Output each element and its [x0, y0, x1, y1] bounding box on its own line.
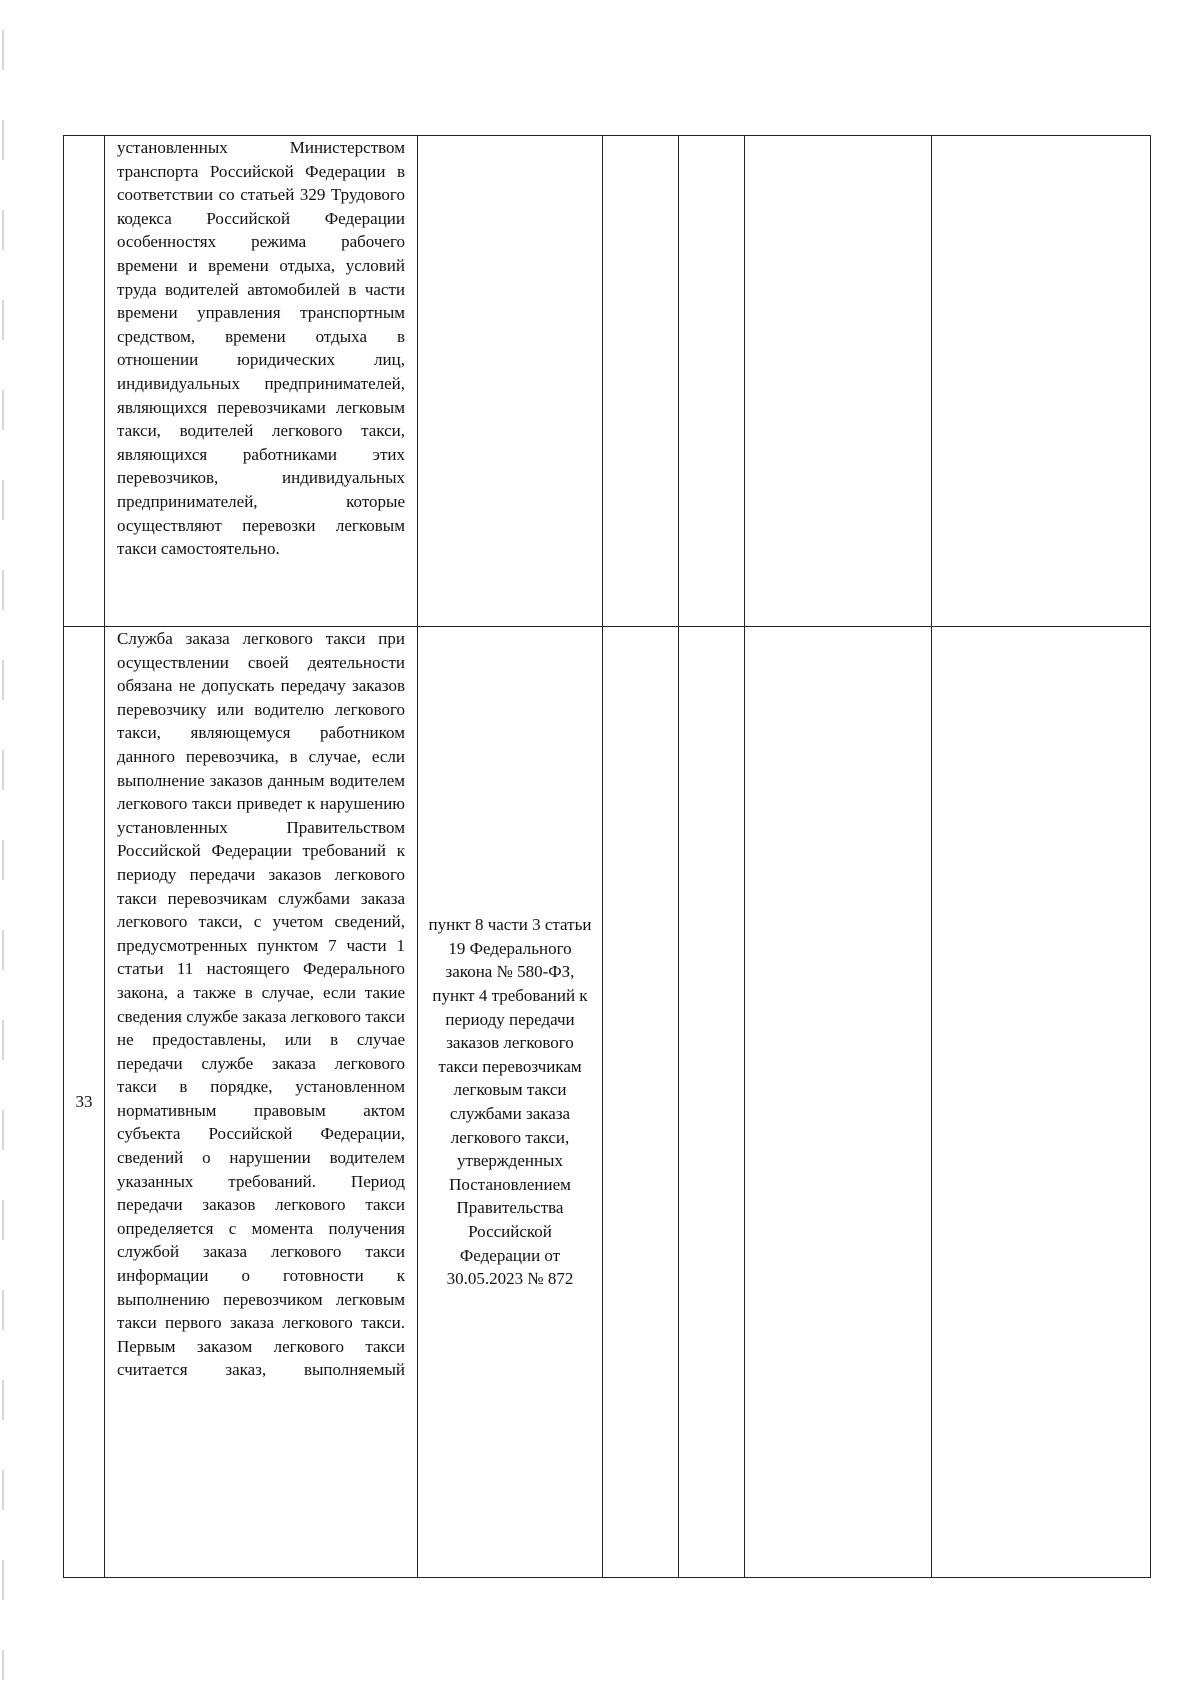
empty-cell — [932, 136, 1151, 627]
reference-text: пункт 8 части 3 статьи 19 Федерального закона № 580-ФЗ, пункт 4 требований к периоду передачи заказов легкового такси перевозчикам легковым такси службами заказа легкового такси, утвержденных Постановлением Правительства Российской Федерации от 30.05.2023 № 872 — [428, 915, 592, 1289]
empty-cell — [932, 627, 1151, 1578]
table-row — [64, 627, 1151, 1578]
table-row — [64, 136, 1151, 627]
requirement-cell — [105, 136, 418, 627]
row-number — [64, 136, 105, 627]
reference-cell — [418, 136, 603, 627]
empty-cell — [679, 136, 745, 627]
empty-cell — [603, 627, 679, 1578]
requirement-text: установленных Министерством транспорта Российской Федерации в соответствии со статьей 329 Трудового кодекса Российской Федерации особенностях режима рабочего времени и времени отдыха, условий труда водителей автомобилей в части времени управления транспортным средством, времени отдыха в отношении юридических лиц, индивидуальных предпринимателей, являющихся перевозчиками легковым такси, водителей легкового такси, являющихся работниками этих перевозчиков, индивидуальных предпринимателей, которые осуществляют перевозки легковым такси самостоятельно. — [117, 138, 405, 559]
empty-cell — [745, 136, 932, 627]
empty-cell — [603, 136, 679, 627]
empty-cell — [679, 627, 745, 1578]
scan-edge-mark — [2, 30, 4, 1680]
reference-cell — [418, 627, 603, 1578]
empty-cell — [745, 627, 932, 1578]
requirements-table — [63, 135, 1151, 1578]
requirement-cell — [105, 627, 418, 1578]
requirement-text: Служба заказа легкового такси при осуществлении своей деятельности обязана не допускать передачу заказов перевозчику или водителю легкового такси, являющемуся работником данного перевозчика, в случае, если выполнение заказов данным водителем легкового такси приведет к нарушению установленных Правительством Российской Федерации требований к периоду передачи заказов легкового такси перевозчикам службами заказа легкового такси, с учетом сведений, предусмотренных пунктом 7 части 1 статьи 11 настоящего Федерального закона, а также в случае, если такие сведения службе заказа легкового такси не предоставлены, или в случае передачи службе заказа легкового такси в порядке, установленном нормативным правовым актом субъекта Российской Федерации, сведений о нарушении водителем указанных требований. Период передачи заказов легкового такси определяется с момента получения службой заказа легкового такси информации о готовности к выполнению перевозчиком легковым такси первого заказа легкового такси. Первым заказом легкового такси считается заказ, выполняемый — [117, 629, 405, 1380]
row-number: 33 — [64, 627, 105, 1578]
